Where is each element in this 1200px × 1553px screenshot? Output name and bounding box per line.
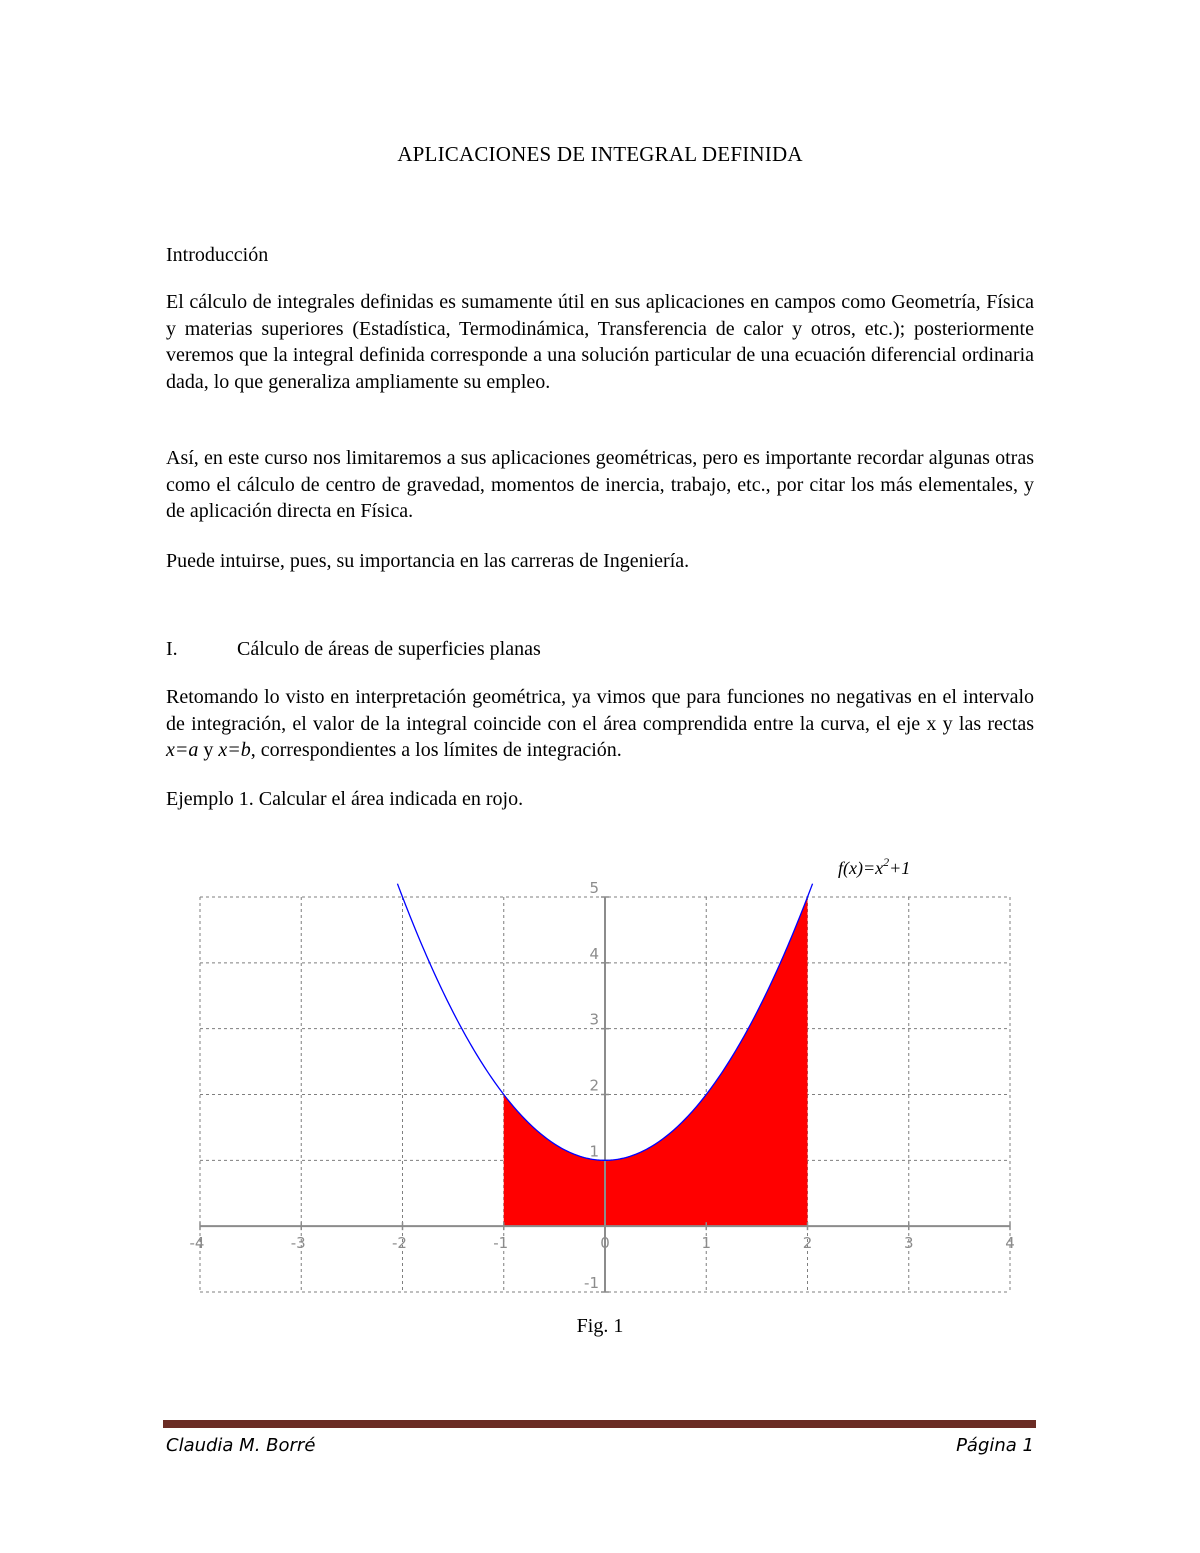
section-text-3: , correspondientes a los límites de integración. <box>250 739 622 761</box>
y-tick-label: -1 <box>584 1274 599 1292</box>
intro-heading: Introducción <box>166 244 269 266</box>
y-tick-label: 2 <box>589 1076 599 1095</box>
x-tick-label: -2 <box>392 1234 407 1253</box>
figure-caption: Fig. 1 <box>576 1315 624 1337</box>
shaded-area <box>504 897 808 1226</box>
footer-rule <box>163 1420 1036 1428</box>
x-tick-label: -4 <box>189 1234 205 1253</box>
math-x-equals-a: x=a <box>166 739 199 761</box>
x-tick-label: -3 <box>290 1234 306 1253</box>
section-text-1: Retomando lo visto en interpretación geométrica, ya vimos que para funciones no negativas en el intervalo de integración, el valor de la integral coincide con el área comprendida entre la curva, el eje x y las rectas <box>166 686 1034 735</box>
function-area-chart <box>170 852 1050 1302</box>
x-tick-label: -1 <box>493 1234 509 1253</box>
y-tick-label: 3 <box>589 1010 599 1029</box>
paragraph-engineering: Puede intuirse, pues, su importancia en las carreras de Ingeniería. <box>166 550 690 572</box>
footer-page-number: Página 1 <box>956 1435 1034 1456</box>
function-label <box>838 855 910 879</box>
math-x-equals-b: x=b <box>218 739 251 761</box>
section-paragraph <box>166 684 1034 764</box>
document-title: APLICACIONES DE INTEGRAL DEFINIDA <box>397 142 803 166</box>
paragraph-intro: El cálculo de integrales definidas es sumamente útil en sus aplicaciones en campos como Geometría, Física y materias superiores (Estadística, Termodinámica, Transferencia de calor y otros, etc.); posteriormente veremos que la integral definida corresponde a una solución particular de una ecuación diferencial ordinaria dada, lo que generaliza ampliamente su empleo. <box>166 291 1034 393</box>
x-tick-label: 4 <box>1005 1234 1015 1253</box>
x-tick-label: 2 <box>802 1234 813 1253</box>
y-tick-label: 5 <box>589 879 599 897</box>
x-tick-label: 0 <box>600 1234 610 1253</box>
section-text-2: y <box>198 739 219 761</box>
footer-author: Claudia M. Borré <box>166 1435 316 1456</box>
function-label-exponent: 2 <box>883 855 890 869</box>
paragraph-applications: Así, en este curso nos limitaremos a sus aplicaciones geométricas, pero es importante recordar algunas otras como el cálculo de centro de gravedad, momentos de inercia, trabajo, etc., por citar los más elementales, y de aplicación directa en Física. <box>166 447 1034 522</box>
function-label-base: f(x)=x <box>838 858 884 878</box>
y-tick-label: 1 <box>589 1142 599 1161</box>
section-number: I. <box>166 638 178 660</box>
function-label-tail: +1 <box>889 858 911 878</box>
y-tick-label: 4 <box>589 944 599 963</box>
example-statement: Ejemplo 1. Calcular el área indicada en rojo. <box>166 788 524 810</box>
section-title: Cálculo de áreas de superficies planas <box>237 638 541 660</box>
x-tick-label: 3 <box>903 1234 914 1253</box>
x-tick-label: 1 <box>701 1234 712 1253</box>
